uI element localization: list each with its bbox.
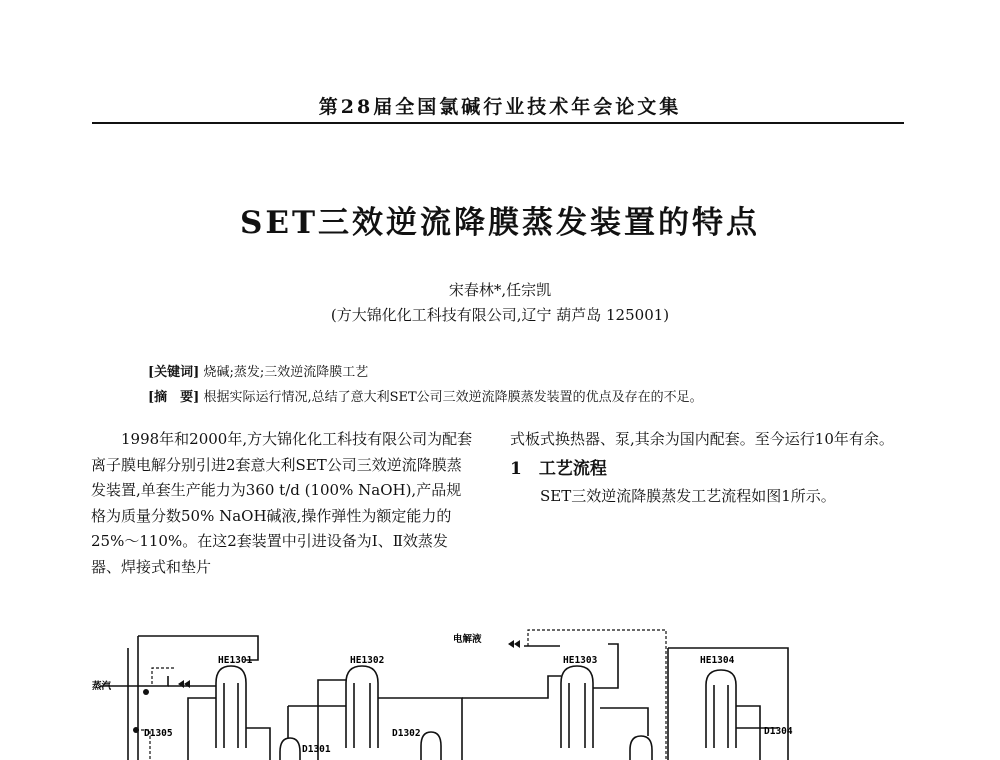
he1304-label: HE1304 — [700, 655, 735, 666]
abstract-label: [摘 要] — [148, 390, 200, 405]
journal-header: 第28届全国氯碱行业技术年会论文集 — [318, 96, 682, 118]
keywords-label: [关键词] — [148, 365, 200, 380]
body-left-column — [91, 427, 476, 580]
intro-paragraph-continued: 式板式换热器、泵,其余为国内配套。至今运行10年有余。 — [510, 430, 894, 448]
he1302-vessel — [346, 666, 378, 748]
paper-title: SET三效逆流降膜蒸发装置的特点 — [239, 205, 761, 241]
d1305-label: D1305 — [144, 728, 173, 739]
body-right-column — [510, 427, 910, 510]
dashed-steam-control — [152, 668, 174, 684]
he1301-vessel — [216, 666, 246, 748]
abstract — [148, 386, 703, 405]
d1302-drum — [421, 732, 441, 760]
d1301-drum — [280, 738, 300, 760]
process-flow-diagram — [88, 628, 808, 760]
section-heading-process: 1 工艺流程 — [510, 458, 607, 479]
authors: 宋春林*,任宗凯 — [448, 281, 552, 299]
keywords-text: 烧碱;蒸发;三效逆流降膜工艺 — [203, 365, 369, 380]
intro-paragraph: 1998年和2000年,方大锦化化工科技有限公司为配套离子膜电解分别引进2套意大利SET公司三效逆流降膜蒸发装置,单套生产能力为360 t/d (100% NaOH),产品规格为质量分数50% NaOH碱液,操作弹性为额定能力的25%～110%。在这2套装置中引进设备为Ⅰ、Ⅱ效蒸发器、焊接式和垫片 — [91, 430, 473, 576]
d1304-label: D1304 — [764, 726, 793, 737]
steam-label: 蒸汽 — [92, 681, 112, 692]
drum-he1303 — [630, 736, 652, 760]
affiliation: (方大锦化化工科技有限公司,辽宁 葫芦岛 125001) — [330, 306, 670, 324]
he1302-label: HE1302 — [350, 655, 385, 666]
he1303-vessel — [561, 666, 593, 748]
d1301-label: D1301 — [302, 744, 331, 755]
keywords — [148, 361, 368, 380]
he1301-label: HE1301 — [218, 655, 253, 666]
d1302-label: D1302 — [392, 728, 421, 739]
abstract-text: 根据实际运行情况,总结了意大利SET公司三效逆流降膜蒸发装置的优点及存在的不足。 — [203, 390, 703, 405]
header-rule — [92, 122, 904, 124]
electrolyte-label: 电解液 — [453, 634, 482, 645]
he1303-label: HE1303 — [563, 655, 598, 666]
process-text: SET三效逆流降膜蒸发工艺流程如图1所示。 — [540, 487, 836, 505]
he1304-vessel — [706, 670, 736, 748]
